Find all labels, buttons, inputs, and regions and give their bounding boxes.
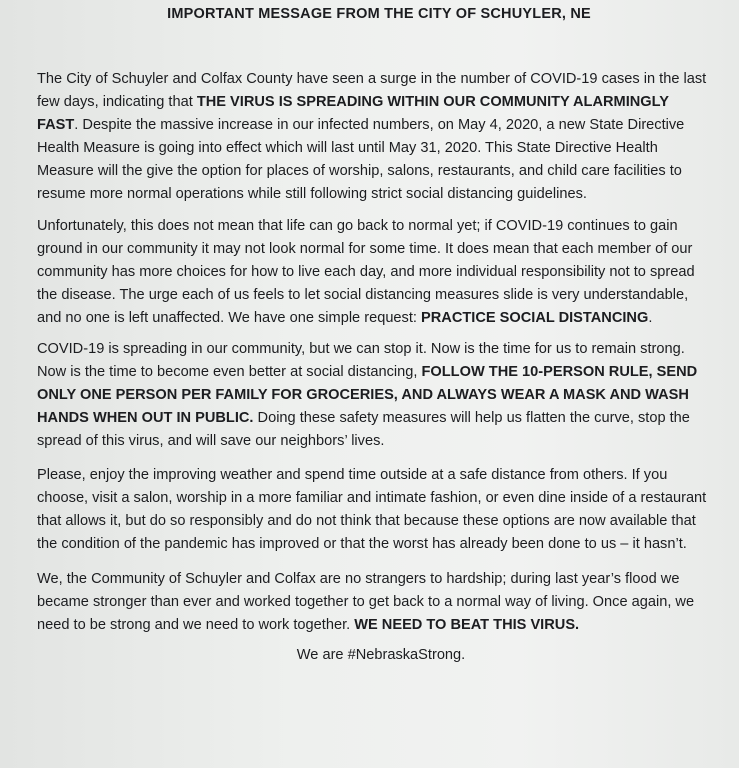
paragraph-1: [37, 68, 709, 206]
paragraph-1-run-2-bold: THE VIRUS IS SPREADING WITHIN OUR COMMUNITY ALARMINGLY FAST: [37, 94, 669, 133]
paragraph-3-run-1: COVID-19 is spreading in our community, but we can stop it. Now is the time for us to remain strong. Now is the time to become even better at social distancing,: [37, 341, 685, 380]
paragraph-4: [37, 464, 709, 556]
paragraph-3-run-3: Doing these safety measures will help us flatten the curve, stop the spread of this virus, and will save our neighbors’ lives.: [37, 410, 690, 449]
letter-title: IMPORTANT MESSAGE FROM THE CITY OF SCHUYLER, NE: [167, 6, 591, 22]
paragraph-2-run-1: Unfortunately, this does not mean that life can go back to normal yet; if COVID-19 continues to gain ground in our community it may not look normal for some time. It does mean that each member of our community has more choices for how to live each day, and more individual responsibility not to spread the disease. The urge each of us feels to let social distancing measures slide is very understandable, and no one is left unaffected. We have one simple request:: [37, 218, 695, 326]
paragraph-5-run-2-bold: WE NEED TO BEAT THIS VIRUS.: [354, 617, 580, 633]
closing-line: We are #NebraskaStrong.: [296, 647, 466, 663]
paragraph-4-run-1: Please, enjoy the improving weather and spend time outside at a safe distance from others. If you choose, visit a salon, worship in a more familiar and intimate fashion, or even dine inside of a restaurant that allows it, but do so responsibly and do not think that because these options are now available that the condition of the pandemic has improved or that the worst has already been done to us – it hasn’t.: [37, 467, 707, 552]
paragraph-3-run-2-bold: FOLLOW THE 10-PERSON RULE, SEND ONLY ONE PERSON PER FAMILY FOR GROCERIES, AND ALWAYS WEAR A MASK AND WASH HANDS WHEN OUT IN PUBLIC.: [37, 364, 698, 426]
paragraph-1-run-1: The City of Schuyler and Colfax County have seen a surge in the number of COVID-19 cases in the last few days, indicating that: [37, 71, 707, 110]
paragraph-2-run-2-bold: PRACTICE SOCIAL DISTANCING: [421, 310, 649, 326]
paragraph-2-run-3: .: [648, 310, 653, 326]
paragraph-1-run-3: . Despite the massive increase in our infected numbers, on May 4, 2020, a new State Directive Health Measure is going into effect which will last until May 31, 2020. This State Directive Health Measure will the give the option for places of worship, salons, restaurants, and child care facilities to resume more normal operations while still following strict social distancing guidelines.: [37, 117, 685, 202]
paragraph-5: [37, 568, 709, 637]
paragraph-3: [37, 338, 709, 453]
paragraph-2: [37, 215, 709, 330]
paragraph-5-run-1: We, the Community of Schuyler and Colfax are no strangers to hardship; during last year’s flood we became stronger than ever and worked together to get back to a normal way of living. Once again, we need to be strong and we need to work together.: [37, 571, 695, 633]
